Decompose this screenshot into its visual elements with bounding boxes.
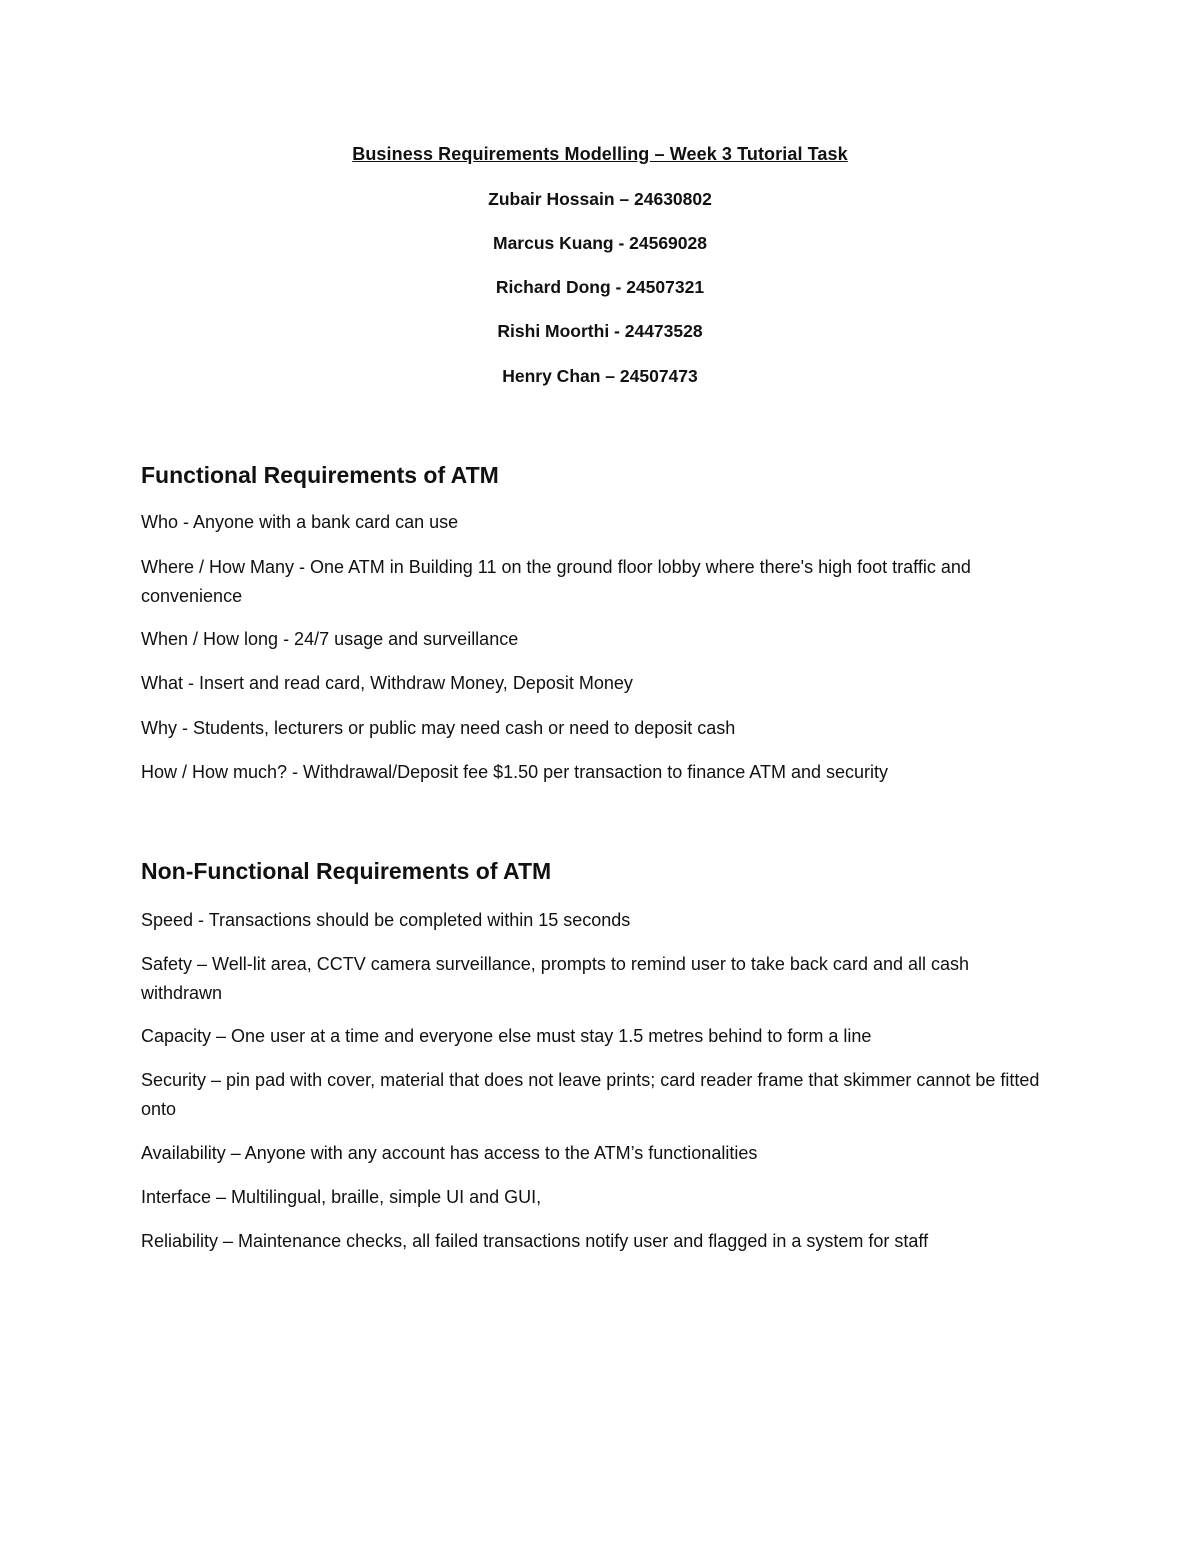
non-functional-item: Availability – Anyone with any account has access to the ATM’s functionalities: [141, 1143, 758, 1163]
author-line: Henry Chan – 24507473: [502, 366, 698, 386]
functional-item: What - Insert and read card, Withdraw Money, Deposit Money: [141, 673, 633, 693]
functional-item: How / How much? - Withdrawal/Deposit fee $1.50 per transaction to finance ATM and security: [141, 762, 889, 782]
non-functional-item: Safety – Well-lit area, CCTV camera surveillance, prompts to remind user to take back card and all cash withdrawn: [141, 954, 970, 1003]
author-line: Zubair Hossain – 24630802: [488, 189, 712, 209]
non-functional-item: Reliability – Maintenance checks, all failed transactions notify user and flagged in a system for staff: [141, 1231, 929, 1251]
functional-heading: Functional Requirements of ATM: [141, 462, 499, 488]
functional-item: Where / How Many - One ATM in Building 11 on the ground floor lobby where there's high foot traffic and convenience: [141, 557, 971, 606]
author-line: Marcus Kuang - 24569028: [493, 233, 707, 253]
functional-item: When / How long - 24/7 usage and surveillance: [141, 629, 519, 649]
author-line: Richard Dong - 24507321: [495, 277, 705, 297]
non-functional-item: Capacity – One user at a time and everyone else must stay 1.5 metres behind to form a line: [141, 1026, 872, 1046]
author-line: Rishi Moorthi - 24473528: [497, 321, 703, 341]
non-functional-heading: Non-Functional Requirements of ATM: [141, 858, 552, 884]
functional-item: Who - Anyone with a bank card can use: [141, 512, 459, 532]
non-functional-item: Security – pin pad with cover, material that does not leave prints; card reader frame that skimmer cannot be fitted onto: [141, 1070, 1040, 1119]
document-title: Business Requirements Modelling – Week 3 Tutorial Task: [352, 144, 848, 164]
functional-item: Why - Students, lecturers or public may need cash or need to deposit cash: [141, 718, 736, 738]
non-functional-item: Interface – Multilingual, braille, simple UI and GUI,: [141, 1187, 542, 1207]
non-functional-item: Speed - Transactions should be completed within 15 seconds: [141, 910, 631, 930]
